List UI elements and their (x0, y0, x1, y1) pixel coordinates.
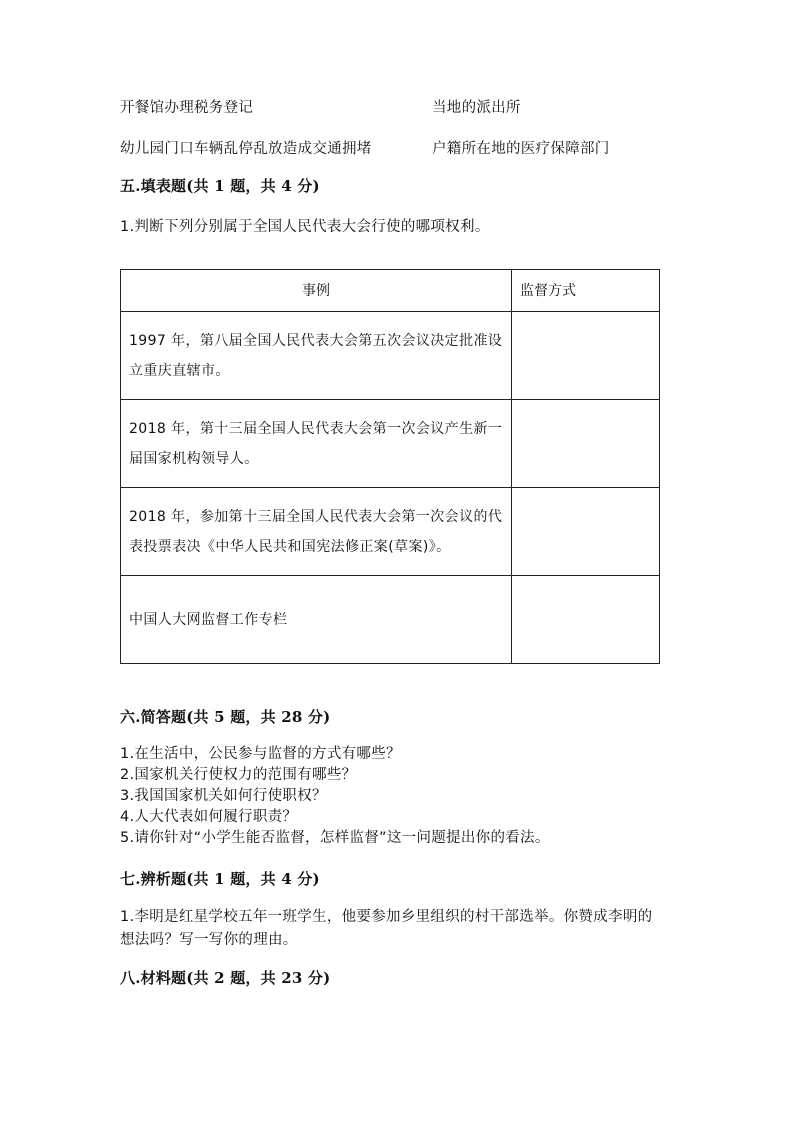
table-row (121, 488, 660, 576)
section6-question-list (120, 744, 550, 849)
table-row (121, 576, 660, 664)
supervision-table (120, 269, 660, 664)
table-cell-example: 2018 年，参加第十三届全国人民代表大会第一次会议的代表投票表决《中华人民共和国宪法修正案(草案)》。 (121, 488, 512, 576)
section6-heading: 六.简答题(共 5 题，共 28 分) (120, 708, 331, 726)
matching-right-1: 当地的派出所 (432, 100, 521, 116)
table-row (121, 400, 660, 488)
table-header-example: 事例 (121, 270, 512, 312)
table-row (121, 312, 660, 400)
section7-heading: 七.辨析题(共 1 题，共 4 分) (120, 870, 320, 888)
table-cell-answer[interactable] (512, 488, 660, 576)
matching-left-2: 幼儿园门口车辆乱停乱放造成交通拥堵 (120, 141, 372, 157)
section7-question: 1.李明是红星学校五年一班学生，他要参加乡里组织的村干部选举。你赞成李明的想法吗？写一写你的理由。 (120, 909, 653, 948)
table-cell-answer[interactable] (512, 400, 660, 488)
list-item: 2.国家机关行使权力的范围有哪些？ (120, 767, 357, 783)
table-cell-example: 1997 年，第八届全国人民代表大会第五次会议决定批准设立重庆直辖市。 (121, 312, 512, 400)
matching-right-2: 户籍所在地的医疗保障部门 (432, 141, 610, 157)
table-cell-example: 中国人大网监督工作专栏 (121, 576, 512, 664)
matching-left-1: 开餐馆办理税务登记 (120, 100, 254, 116)
list-item: 3.我国国家机关如何行使职权？ (120, 788, 327, 804)
list-item: 4.人大代表如何履行职责？ (120, 809, 298, 825)
table-cell-example: 2018 年，第十三届全国人民代表大会第一次会议产生新一届国家机构领导人。 (121, 400, 512, 488)
table-header-row (121, 270, 660, 312)
section5-question: 1.判断下列分别属于全国人民代表大会行使的哪项权利。 (120, 219, 490, 235)
table-cell-answer[interactable] (512, 312, 660, 400)
section8-heading: 八.材料题(共 2 题，共 23 分) (120, 969, 331, 987)
list-item: 1.在生活中，公民参与监督的方式有哪些？ (120, 746, 401, 762)
table-cell-answer[interactable] (512, 576, 660, 664)
table-header-method: 监督方式 (512, 270, 660, 312)
list-item: 5.请你针对“小学生能否监督，怎样监督”这一问题提出你的看法。 (120, 830, 550, 846)
section5-heading: 五.填表题(共 1 题，共 4 分) (120, 177, 320, 195)
